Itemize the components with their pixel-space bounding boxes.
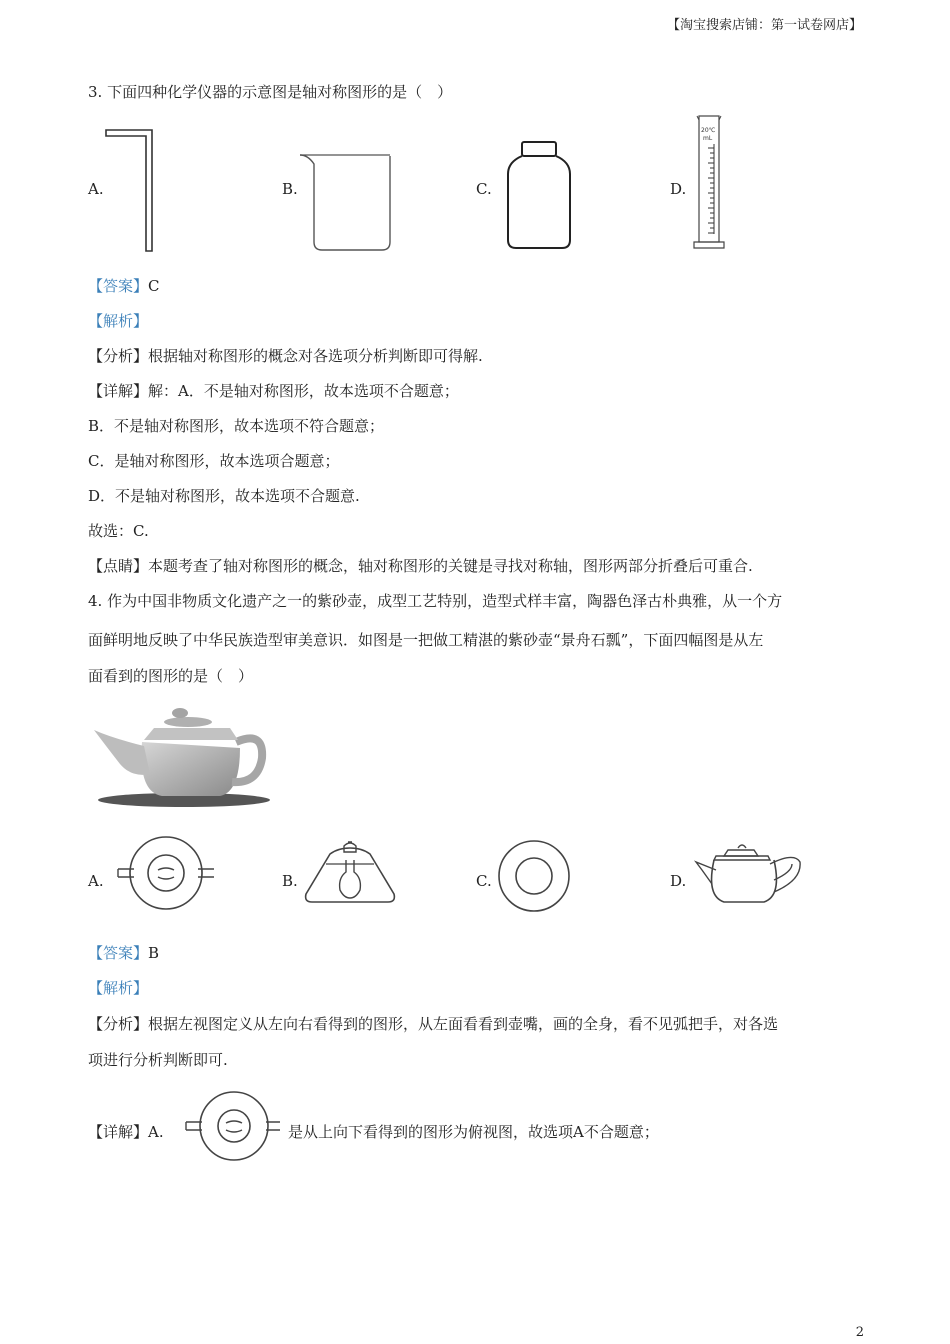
- q3-answer-line: [88, 276, 160, 296]
- q3-stem: 3. 下面四种化学仪器的示意图是轴对称图形的是（ ）: [88, 83, 453, 101]
- q4-stem-line-3: 面看到的图形的是（ ）: [88, 667, 254, 685]
- q4-option-a-label: A.: [88, 872, 104, 890]
- q3-option-c-label: C.: [476, 180, 492, 198]
- answer-tag: 【答案】: [88, 944, 149, 962]
- answer-tag: 【答案】: [88, 277, 149, 295]
- q3-xiangjie: 【详解】解：A．不是轴对称图形，故本选项不合题意；: [88, 382, 459, 400]
- q4-answer: B: [148, 944, 160, 962]
- q3-choose: 故选：C.: [88, 522, 149, 540]
- q3-line-c: C．是轴对称图形，故本选项合题意；: [88, 452, 340, 470]
- q3-line-d: D．不是轴对称图形，故本选项不合题意.: [88, 487, 360, 505]
- q3-wide-mouth-bottle-figure: [504, 140, 574, 252]
- q4-fenxi-line-1: 【分析】根据左视图定义从左向右看得到的图形，从左面看看到壶嘴，画的全身，看不见弧把手，对各选: [88, 1015, 779, 1033]
- q4-stem-line-1: 4. 作为中国非物质文化遗产之一的紫砂壶，成型工艺特别，造型式样丰富，陶器色泽古朴典雅，从一个方: [88, 592, 783, 610]
- q3-beaker-figure: [298, 150, 394, 254]
- page-number: 2: [855, 1325, 864, 1340]
- cylinder-label-temp: 20℃: [701, 127, 716, 134]
- cylinder-label-unit: mL: [703, 135, 713, 142]
- q3-option-b-label: B.: [282, 180, 298, 198]
- q4-concentric-circles-figure: [496, 838, 572, 914]
- q3-option-d-label: D.: [670, 180, 687, 198]
- q3-option-a-label: A.: [88, 180, 104, 198]
- q3-line-b: B．不是轴对称图形，故本选项不符合题意；: [88, 417, 385, 435]
- q3-analysis-tag: 【解析】: [88, 312, 149, 330]
- q3-graduated-cylinder-figure: [690, 112, 740, 252]
- q4-option-d-label: D.: [670, 872, 687, 890]
- q4-xiangjie-suffix: 是从上向下看得到的图形为俯视图，故选项A不合题意；: [288, 1123, 659, 1141]
- q3-dianjing: 【点睛】本题考查了轴对称图形的概念，轴对称图形的关键是寻找对称轴，图形两部分折叠后可重合.: [88, 557, 753, 575]
- q4-answer-line: [88, 943, 159, 963]
- q3-bent-tube-figure: [100, 128, 160, 254]
- q4-xiangjie-prefix: 【详解】A.: [88, 1123, 164, 1141]
- q4-stem-line-2: 面鲜明地反映了中华民族造型审美意识．如图是一把做工精湛的紫砂壶“景舟石瓢”，下面四幅图是从左: [88, 631, 764, 649]
- q4-inline-top-view-figure: [184, 1088, 282, 1164]
- q4-left-view-figure: [302, 836, 398, 908]
- q3-answer: C: [148, 277, 160, 295]
- q4-analysis-tag: 【解析】: [88, 979, 149, 997]
- q4-front-view-figure: [694, 840, 804, 906]
- q4-option-b-label: B.: [282, 872, 298, 890]
- q4-fenxi-line-2: 项进行分析判断即可.: [88, 1051, 228, 1069]
- page-header: 【淘宝搜索店铺：第一试卷网店】: [666, 18, 862, 33]
- q4-option-c-label: C.: [476, 872, 492, 890]
- q4-top-view-figure: [114, 833, 216, 913]
- teapot-photo: [92, 702, 268, 810]
- q3-fenxi: 【分析】根据轴对称图形的概念对各选项分析判断即可得解.: [88, 347, 483, 365]
